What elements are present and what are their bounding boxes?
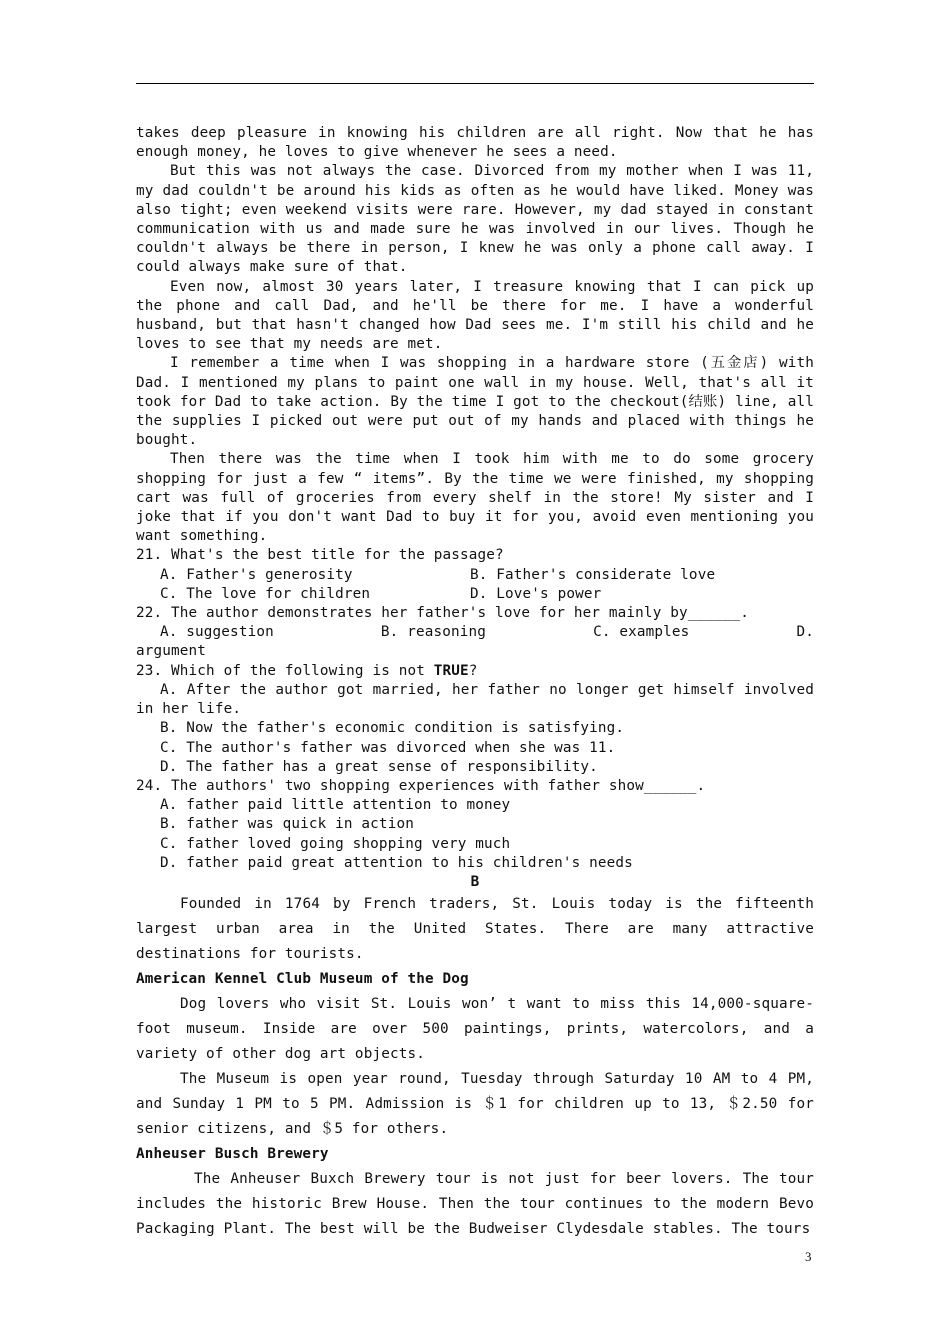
option-d-continuation: argument bbox=[136, 643, 207, 660]
paragraph: Founded in 1764 by French traders, St. Louis today is the fifteenth largest urban area in the United States. There are many attractive destinations for tourists. bbox=[136, 896, 814, 963]
stem-text-end: ? bbox=[468, 662, 478, 679]
option-d: D. father paid great attention to his children's needs bbox=[160, 854, 633, 871]
option-b: B. Now the father's economic condition is satisfying. bbox=[160, 720, 625, 737]
option-d: D. The father has a great sense of responsibility. bbox=[160, 758, 598, 775]
page-number: 3 bbox=[805, 1249, 812, 1264]
passage-b bbox=[136, 892, 814, 1242]
option-d: D. Love's power bbox=[470, 585, 602, 602]
page-content bbox=[136, 124, 814, 1242]
paragraph: I remember a time when I was shopping in a hardware store (五金店) with Dad. I mentioned my plans to paint one wall in my house. Well, that's all it took for Dad to take action. By the time I got to the checkout(结账) line, all the supplies I picked out were put out of my hands and placed with things he bought. bbox=[136, 355, 814, 449]
option-a: A. father paid little attention to money bbox=[160, 797, 511, 814]
section-label: B bbox=[470, 873, 480, 890]
header-rule bbox=[136, 83, 814, 84]
paragraph: But this was not always the case. Divorced from my mother when I was 11, my dad couldn't be around his kids as often as he would have liked. Money was also tight; even weekend visits were rare. However, my dad stayed in constant communication with us and made sure he was involved in our lives. Though he couldn't always be there in person, I knew he was only a phone call away. I could always make sure of that. bbox=[136, 163, 814, 276]
question-21-options-row bbox=[136, 566, 814, 585]
paragraph: Even now, almost 30 years later, I treasure knowing that I can pick up the phone and call Dad, and he'll be there for me. I have a wonderful husband, but that hasn't changed how Dad sees me. I'm still his child and he loves to see that my needs are met. bbox=[136, 278, 814, 353]
stem-emphasis: TRUE bbox=[433, 662, 469, 679]
section-heading: American Kennel Club Museum of the Dog bbox=[136, 971, 469, 988]
option-c: C. father loved going shopping very much bbox=[160, 835, 511, 852]
option-a: A. suggestion bbox=[160, 624, 274, 641]
question-23-stem bbox=[136, 662, 814, 681]
paragraph: Dog lovers who visit St. Louis won’ t want to miss this 14,000-square-foot museum. Inside are over 500 paintings, prints, watercolors, and a variety of other dog art objects. bbox=[136, 996, 814, 1063]
section-heading: Anheuser Busch Brewery bbox=[136, 1146, 329, 1163]
option-b: B. father was quick in action bbox=[160, 816, 414, 833]
option-d: D. bbox=[796, 624, 814, 641]
paragraph: The Anheuser Buxch Brewery tour is not just for beer lovers. The tour includes the historic Brew House. Then the tour continues to the modern Bevo Packaging Plant. The best will be the Budweiser Clydesdale stables. The tours bbox=[136, 1171, 814, 1238]
option-a: A. After the author got married, her father no longer get himself involved in her life. bbox=[136, 681, 814, 718]
option-b: B. Father's considerate love bbox=[470, 566, 716, 583]
question-21-options-row bbox=[136, 585, 814, 604]
option-b: B. reasoning bbox=[380, 624, 487, 641]
option-c: C. The love for children bbox=[160, 585, 371, 602]
question-22-stem: 22. The author demonstrates her father's love for her mainly by______. bbox=[136, 605, 750, 622]
question-21-stem: 21. What's the best title for the passage? bbox=[136, 547, 504, 564]
paragraph: Then there was the time when I took him with me to do some grocery shopping for just a few “ items”. By the time we were finished, my shopping cart was full of groceries from every shelf in the store! My sister and I joke that if you don't want Dad to buy it for you, avoid even mentioning you want something. bbox=[136, 451, 814, 545]
paragraph: takes deep pleasure in knowing his children are all right. Now that he has enough money, he loves to give whenever he sees a need. bbox=[136, 125, 814, 161]
option-c: C. The author's father was divorced when she was 11. bbox=[160, 739, 616, 756]
question-24-stem: 24. The authors' two shopping experiences with father show______. bbox=[136, 777, 706, 794]
option-a: A. Father's generosity bbox=[160, 566, 353, 583]
stem-text: 23. Which of the following is not bbox=[136, 662, 434, 679]
paragraph: The Museum is open year round, Tuesday through Saturday 10 AM to 4 PM, and Sunday 1 PM to 5 PM. Admission is ＄1 for children up to 13, ＄2.50 for senior citizens, and ＄5 for others. bbox=[136, 1071, 814, 1138]
option-c: C. examples bbox=[593, 624, 690, 641]
question-22-options-row bbox=[136, 623, 814, 642]
